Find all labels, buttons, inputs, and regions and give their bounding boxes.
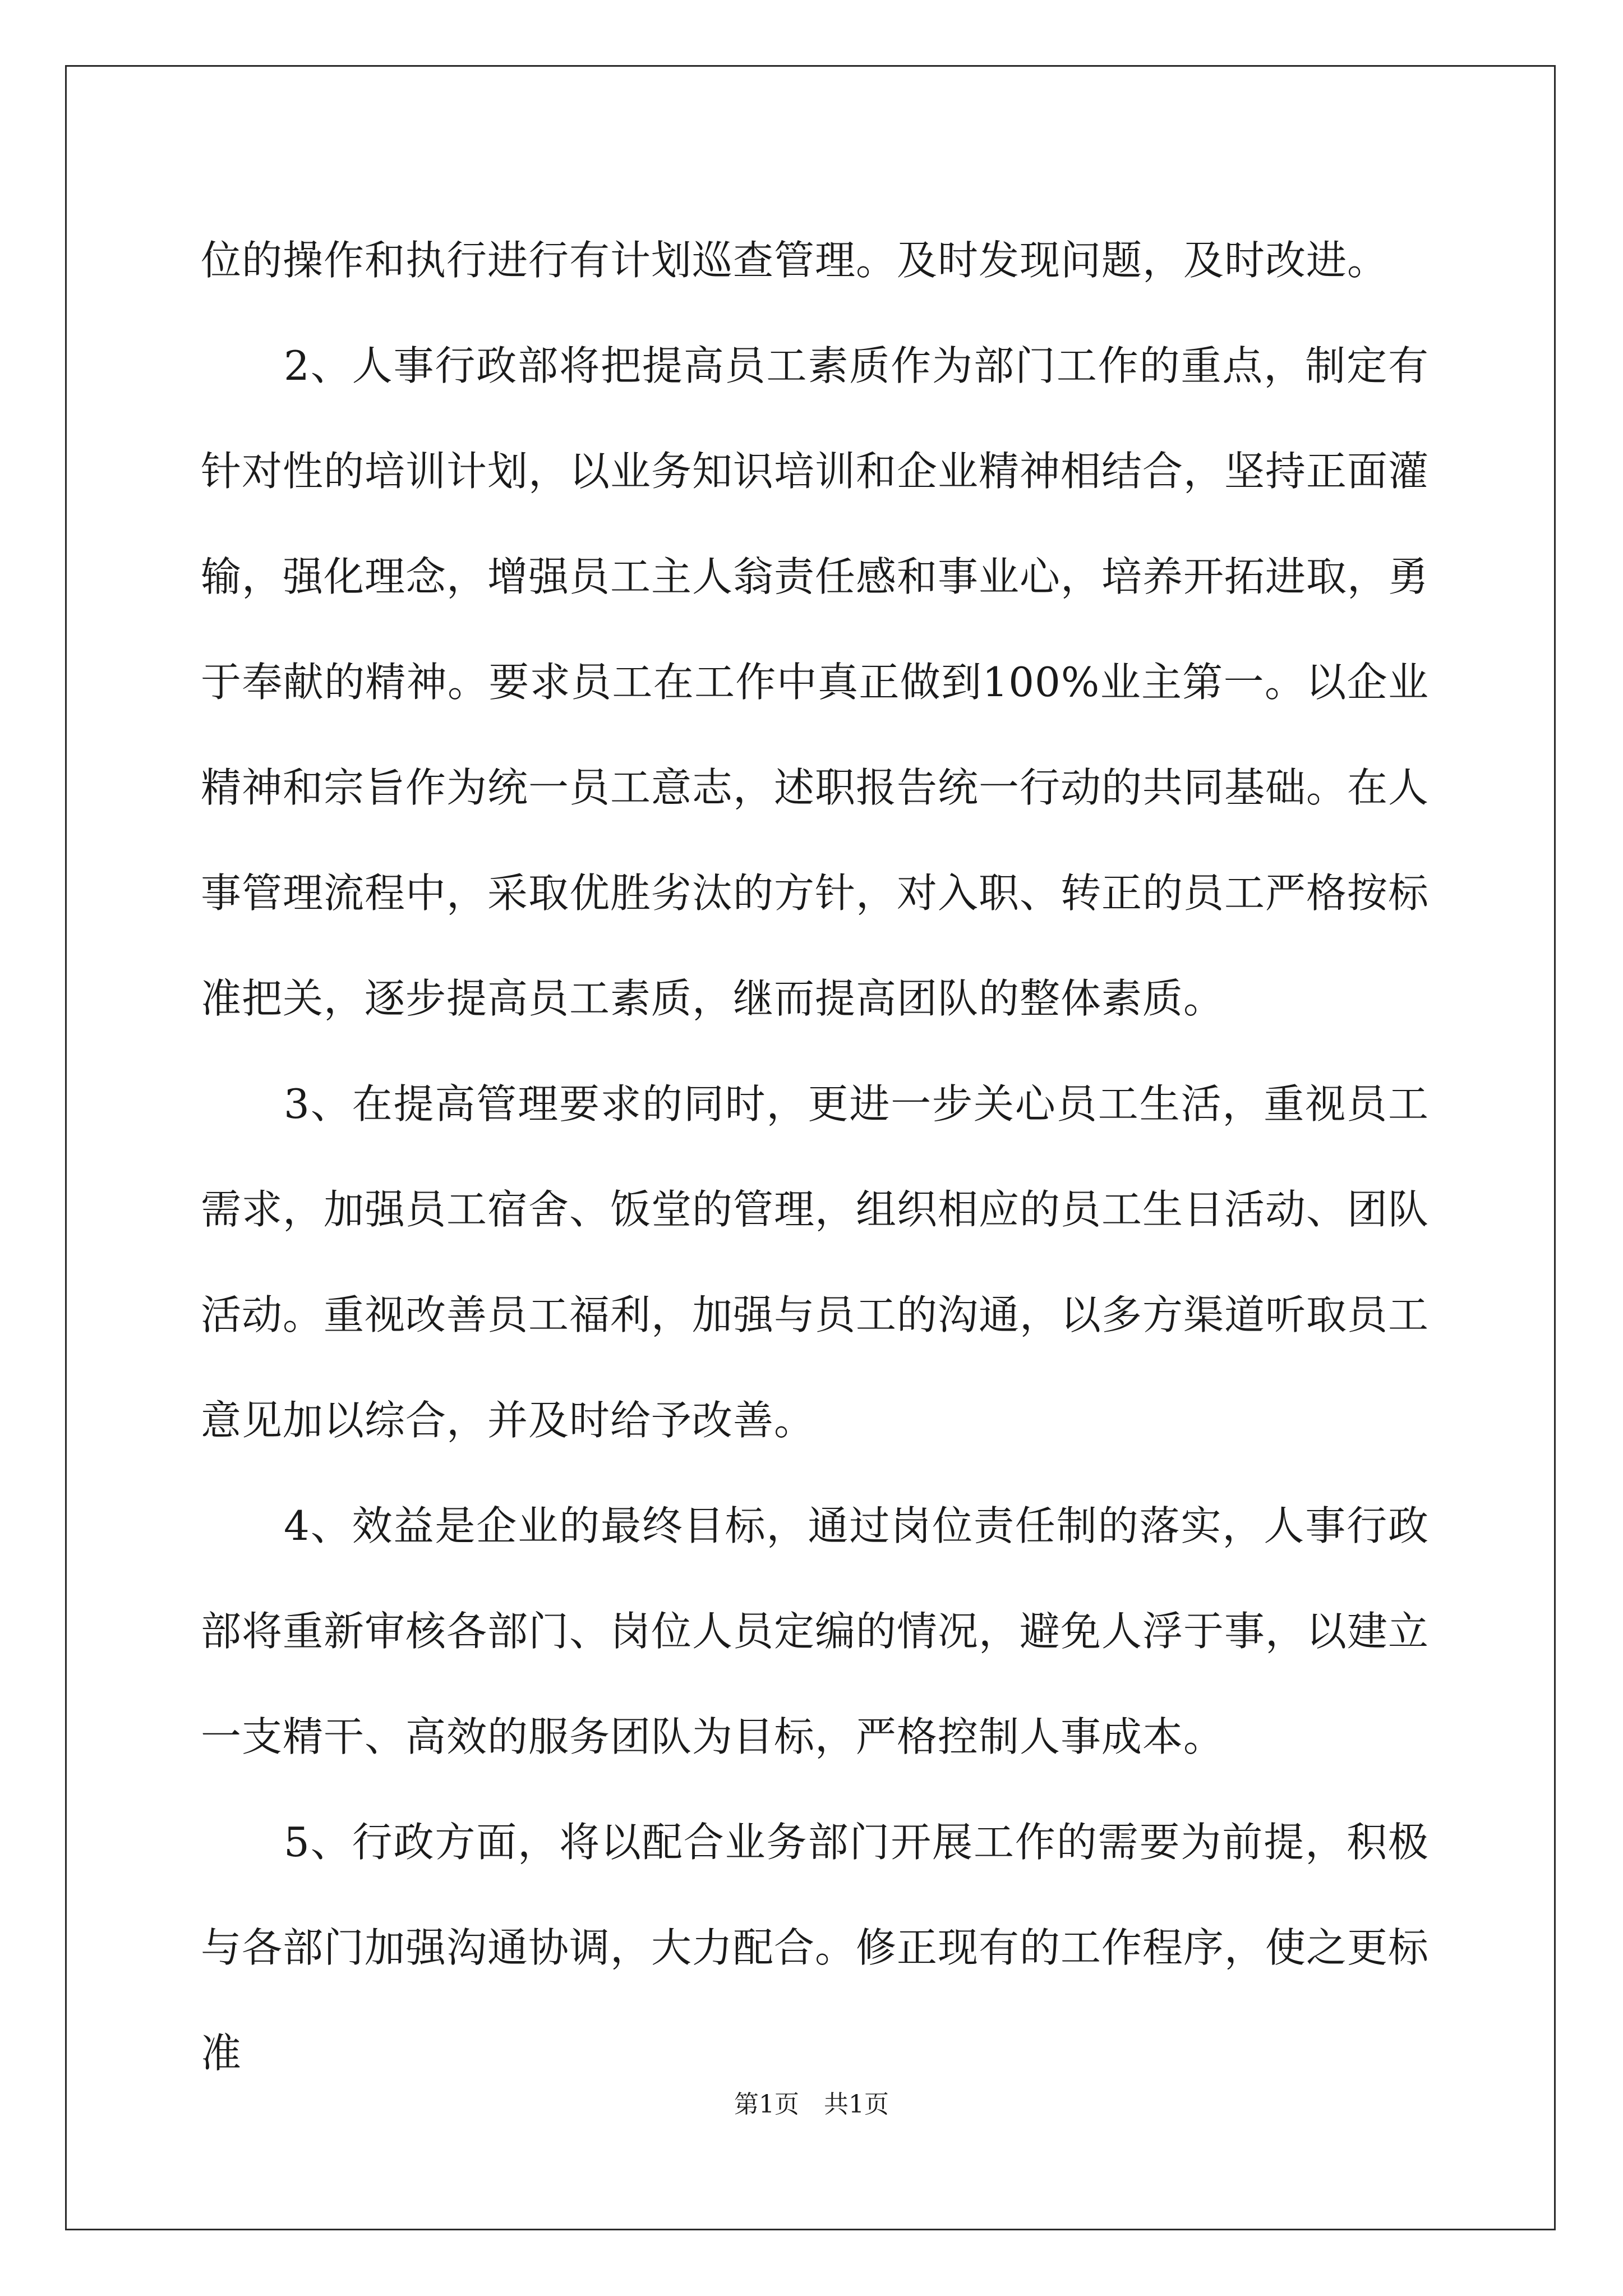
paragraph-item-2: 2、人事行政部将把提高员工素质作为部门工作的重点，制定有针对性的培训计划，以业务知识培训和企业精神相结合，坚持正面灌输，强化理念，增强员工主人翁责任感和事业心，培养开拓进取，勇于奉献的精神。要求员工在工作中真正做到100%业主第一。以企业精神和宗旨作为统一员工意志，述职报告统一行动的共同基础。在人事管理流程中，采取优胜劣汰的方针，对入职、转正的员工严格按标准把关，逐步提高员工素质，继而提高团队的整体素质。 (201, 342, 1430, 1022)
page-number: 第1页 (734, 2090, 799, 2119)
paragraph-item-5: 5、行政方面，将以配合业务部门开展工作的需要为前提，积极与各部门加强沟通协调，大力配合。修正现有的工作程序，使之更标准 (201, 1819, 1430, 2077)
paragraph-item-3: 3、在提高管理要求的同时，更进一步关心员工生活，重视员工需求，加强员工宿舍、饭堂的管理，组织相应的员工生日活动、团队活动。重视改善员工福利，加强与员工的沟通，以多方渠道听取员工意见加以综合，并及时给予改善。 (201, 1080, 1430, 1444)
page-footer (0, 2088, 1623, 2122)
paragraph-item-4: 4、效益是企业的最终目标，通过岗位责任制的落实，人事行政部将重新审核各部门、岗位人员定编的情况，避免人浮于事，以建立一支精干、高效的服务团队为目标，严格控制人事成本。 (201, 1502, 1430, 1760)
paragraph-continuation: 位的操作和执行进行有计划巡查管理。及时发现问题，及时改进。 (201, 237, 1389, 284)
total-pages: 共1页 (824, 2090, 889, 2119)
document-body (201, 208, 1429, 2106)
